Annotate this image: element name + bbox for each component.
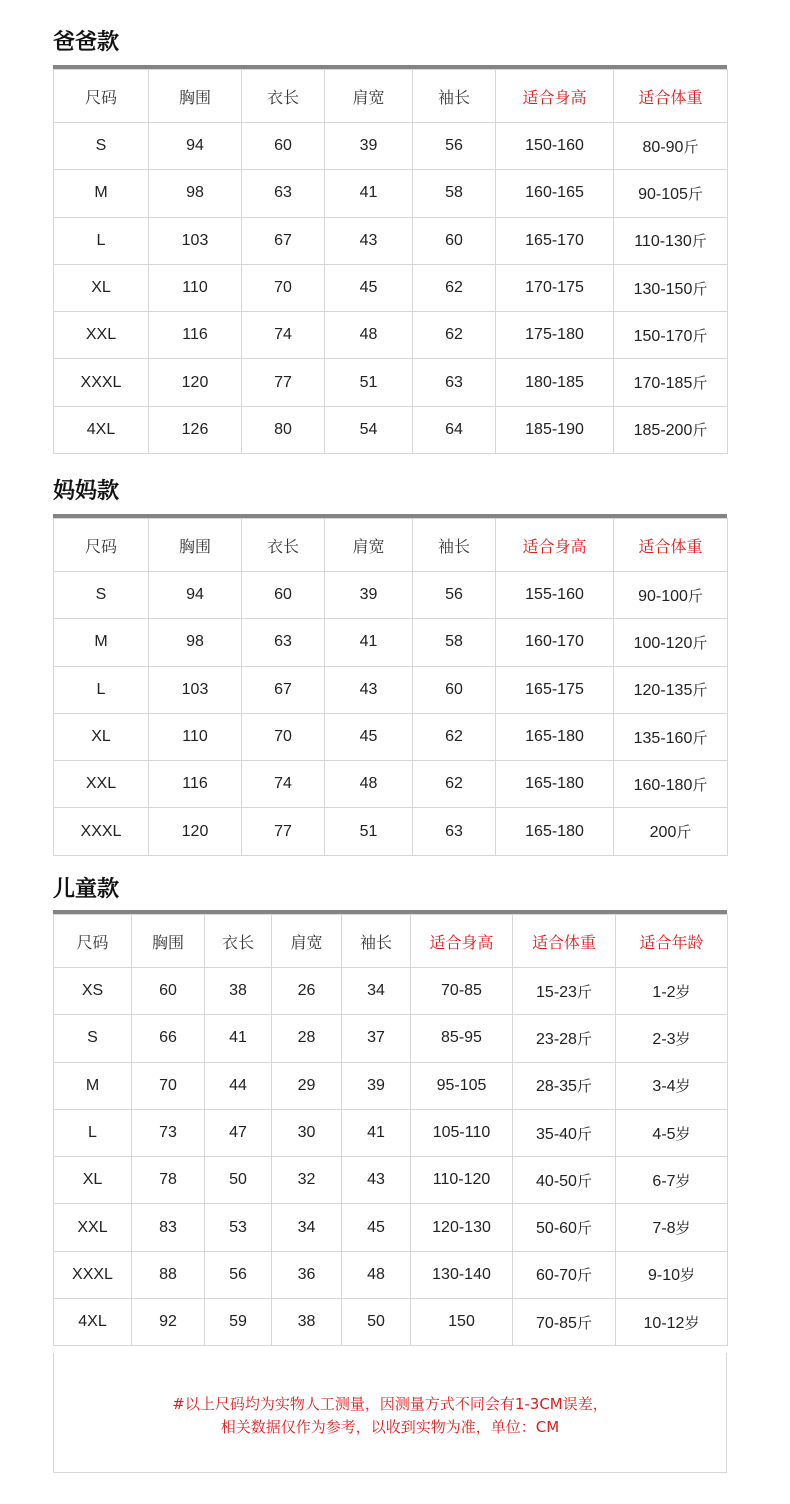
kids-table-row [54,968,728,1015]
kids-cell-unit: 岁 [680,1266,696,1285]
kids-table-cell: 56 [205,1251,272,1298]
kids-table-cell: 53 [205,1204,272,1251]
dad-table-cell: XXL [54,312,149,359]
mom-table-cell [614,666,728,713]
dad-table-cell: 48 [325,312,413,359]
kids-cell-value: 70-85 [536,1314,577,1332]
kids-table-cell: 41 [205,1015,272,1062]
mom-table-row [54,572,728,619]
kids-table-cell: 47 [205,1109,272,1156]
mom-table-cell: 165-175 [496,666,614,713]
mom-table-cell: 160-170 [496,619,614,666]
kids-cell-unit: 岁 [675,1077,691,1096]
kids-cell-unit: 岁 [675,1171,691,1190]
mom-table-cell: 56 [413,572,496,619]
dad-header-cell: 袖长 [413,70,496,123]
dad-header-cell: 胸围 [149,70,242,123]
kids-table-cell [513,1204,616,1251]
kids-table-cell: 28 [272,1015,342,1062]
kids-table-cell: 4XL [54,1299,132,1346]
dad-table-cell: 126 [149,406,242,453]
kids-cell-value: 50-60 [536,1220,577,1238]
kids-table-cell [513,1251,616,1298]
mom-header-row [54,519,728,572]
kids-table-cell: 150 [411,1299,513,1346]
kids-table-cell [616,1204,728,1251]
dad-cell-unit: 斤 [683,137,699,156]
kids-header-cell: 尺码 [54,915,132,968]
kids-table-cell: 120-130 [411,1204,513,1251]
mom-cell-value: 90-100 [638,587,688,605]
dad-table-cell: 80 [242,406,325,453]
kids-table-cell: 29 [272,1062,342,1109]
kids-table-cell [616,1062,728,1109]
kids-cell-unit: 斤 [576,982,592,1001]
dad-table-cell [614,217,728,264]
mom-table-cell: 39 [325,572,413,619]
kids-table-cell: 39 [342,1062,411,1109]
mom-table-row [54,619,728,666]
mom-table-cell: 70 [242,713,325,760]
dad-cell-unit: 斤 [692,279,708,298]
kids-table-cell: 78 [132,1157,205,1204]
dad-table-row [54,406,728,453]
kids-table-body [54,915,728,1346]
dad-table-row [54,312,728,359]
dad-table-row [54,217,728,264]
mom-table-cell: 62 [413,713,496,760]
kids-header-cell: 袖长 [342,915,411,968]
kids-header-cell: 衣长 [205,915,272,968]
dad-section-title: 爸爸款 [53,30,120,55]
kids-cell-unit: 岁 [675,982,691,1001]
mom-cell-unit: 斤 [692,775,708,794]
mom-table-cell: 165-180 [496,761,614,808]
dad-table-cell: 39 [325,123,413,170]
dad-table-cell: 62 [413,264,496,311]
dad-size-table [53,69,728,454]
kids-table-cell: M [54,1062,132,1109]
mom-table-row [54,761,728,808]
mom-table-cell: 165-180 [496,808,614,855]
kids-cell-value: 1-2 [652,983,676,1001]
mom-table-cell: S [54,572,149,619]
kids-cell-unit: 斤 [576,1171,592,1190]
dad-table-cell: 64 [413,406,496,453]
mom-table-cell: 165-180 [496,713,614,760]
dad-header-cell: 尺码 [54,70,149,123]
dad-cell-value: 110-130 [634,233,692,251]
kids-table-cell: 32 [272,1157,342,1204]
dad-cell-unit: 斤 [692,326,708,345]
kids-table-cell [513,1015,616,1062]
kids-table-cell: 59 [205,1299,272,1346]
mom-table-cell [614,808,728,855]
kids-table-cell: 30 [272,1109,342,1156]
kids-header-cell: 适合年龄 [616,915,728,968]
mom-table-cell: 98 [149,619,242,666]
dad-table-cell: 60 [413,217,496,264]
mom-table-cell: 116 [149,761,242,808]
mom-section-title: 妈妈款 [53,479,120,504]
dad-table-cell: 98 [149,170,242,217]
kids-table-cell [616,1157,728,1204]
kids-size-table [53,914,728,1346]
mom-header-cell: 肩宽 [325,519,413,572]
kids-table-cell [616,1299,728,1346]
dad-table-cell: 94 [149,123,242,170]
mom-table-cell: M [54,619,149,666]
kids-table-row [54,1204,728,1251]
kids-cell-unit: 岁 [675,1124,691,1143]
kids-table-cell: 37 [342,1015,411,1062]
kids-table-cell: 38 [205,968,272,1015]
dad-cell-value: 90-105 [638,185,688,203]
kids-table-cell [616,1109,728,1156]
kids-cell-value: 23-28 [536,1030,577,1048]
dad-cell-value: 130-150 [633,280,693,298]
kids-header-cell: 胸围 [132,915,205,968]
kids-cell-value: 40-50 [536,1172,577,1190]
kids-table-cell: 83 [132,1204,205,1251]
mom-table-cell: 60 [413,666,496,713]
kids-cell-value: 7-8 [652,1220,676,1238]
mom-table-cell: 45 [325,713,413,760]
kids-table-cell: 73 [132,1109,205,1156]
mom-table-cell: 103 [149,666,242,713]
dad-table-cell: 60 [242,123,325,170]
dad-table-cell: 62 [413,312,496,359]
dad-cell-value: 150-170 [633,327,693,345]
dad-header-cell: 衣长 [242,70,325,123]
kids-table-cell [513,1062,616,1109]
mom-table-cell: 63 [413,808,496,855]
mom-header-cell: 袖长 [413,519,496,572]
kids-cell-unit: 斤 [576,1266,592,1285]
kids-table-cell: 85-95 [411,1015,513,1062]
kids-table-cell: 130-140 [411,1251,513,1298]
kids-table-cell: 34 [342,968,411,1015]
mom-header-cell: 尺码 [54,519,149,572]
mom-table-cell: 51 [325,808,413,855]
dad-header-cell: 肩宽 [325,70,413,123]
mom-header-cell: 适合体重 [614,519,728,572]
dad-cell-unit: 斤 [692,374,708,393]
kids-table-row [54,1299,728,1346]
kids-table-cell: XXL [54,1204,132,1251]
dad-table-body [54,70,728,454]
mom-table-cell: 41 [325,619,413,666]
mom-cell-value: 200 [649,824,677,842]
dad-table-cell: 51 [325,359,413,406]
dad-header-cell: 适合体重 [614,70,728,123]
mom-table-cell: 63 [242,619,325,666]
measurement-note-line-1: #以上尺码均为实物人工测量，因测量方式不同会有1-3CM误差， [172,1395,608,1413]
mom-table-cell: 62 [413,761,496,808]
mom-cell-unit: 斤 [692,633,708,652]
dad-table-cell: 63 [242,170,325,217]
mom-table-cell: 67 [242,666,325,713]
dad-table-row [54,359,728,406]
measurement-note-line-2: 相关数据仅作为参考，以收到实物为准，单位：CM [220,1418,560,1436]
kids-section-title: 儿童款 [53,877,120,902]
kids-table-cell: 110-120 [411,1157,513,1204]
dad-table-cell: 41 [325,170,413,217]
kids-table-cell [616,1251,728,1298]
kids-table-row [54,1015,728,1062]
mom-table-cell: 120 [149,808,242,855]
mom-cell-value: 120-135 [633,682,693,700]
kids-table-cell [616,1015,728,1062]
kids-cell-value: 35-40 [536,1125,577,1143]
mom-table-cell: 74 [242,761,325,808]
kids-table-cell: 60 [132,968,205,1015]
kids-cell-unit: 岁 [684,1313,700,1332]
kids-table-cell: 105-110 [411,1109,513,1156]
dad-table-cell [614,359,728,406]
mom-table-cell: XXL [54,761,149,808]
dad-cell-unit: 斤 [687,184,703,203]
dad-table-cell: 180-185 [496,359,614,406]
kids-header-cell: 适合体重 [513,915,616,968]
mom-table-row [54,666,728,713]
kids-table-cell: XXXL [54,1251,132,1298]
mom-table-cell: 60 [242,572,325,619]
dad-table-cell: 110 [149,264,242,311]
mom-cell-value: 135-160 [633,729,693,747]
dad-cell-value: 80-90 [642,138,684,156]
mom-table-cell: 58 [413,619,496,666]
dad-table-row [54,264,728,311]
kids-table-cell: 50 [205,1157,272,1204]
kids-table-row [54,1251,728,1298]
kids-table-cell: L [54,1109,132,1156]
mom-table-cell: 110 [149,713,242,760]
dad-table-cell: 120 [149,359,242,406]
dad-table-cell: M [54,170,149,217]
dad-table-cell: 67 [242,217,325,264]
mom-table-cell: 94 [149,572,242,619]
dad-table-cell: 63 [413,359,496,406]
kids-cell-value: 2-3 [652,1030,676,1048]
kids-cell-unit: 斤 [576,1219,592,1238]
dad-cell-value: 170-185 [633,375,693,393]
kids-table-cell: 70-85 [411,968,513,1015]
dad-table-cell [614,406,728,453]
kids-cell-value: 4-5 [652,1125,676,1143]
kids-table-cell: 41 [342,1109,411,1156]
dad-table-cell: XL [54,264,149,311]
kids-table-cell: 92 [132,1299,205,1346]
kids-table-cell: 70 [132,1062,205,1109]
mom-table-row [54,808,728,855]
kids-table-cell: 66 [132,1015,205,1062]
kids-table-cell: 45 [342,1204,411,1251]
dad-table-cell [614,170,728,217]
kids-cell-unit: 岁 [675,1029,691,1048]
kids-table-cell: 34 [272,1204,342,1251]
kids-table-cell: 95-105 [411,1062,513,1109]
kids-cell-value: 9-10 [647,1267,680,1285]
dad-table-cell: 70 [242,264,325,311]
dad-table-row [54,123,728,170]
dad-table-cell: XXXL [54,359,149,406]
mom-cell-value: 100-120 [633,634,693,652]
dad-table-cell: 116 [149,312,242,359]
kids-cell-value: 3-4 [652,1078,676,1096]
kids-table-cell: 38 [272,1299,342,1346]
mom-size-table [53,518,728,856]
dad-table-cell: 103 [149,217,242,264]
kids-cell-value: 28-35 [536,1078,577,1096]
kids-table-cell: 88 [132,1251,205,1298]
measurement-note-box [53,1353,727,1473]
dad-header-cell: 适合身高 [496,70,614,123]
mom-table-row [54,713,728,760]
mom-header-cell: 衣长 [242,519,325,572]
mom-table-body [54,519,728,856]
kids-table-cell: XL [54,1157,132,1204]
dad-cell-unit: 斤 [692,421,708,440]
kids-table-cell: 48 [342,1251,411,1298]
mom-table-cell: L [54,666,149,713]
kids-header-cell: 肩宽 [272,915,342,968]
kids-cell-unit: 岁 [675,1219,691,1238]
dad-table-row [54,170,728,217]
kids-cell-unit: 斤 [576,1124,592,1143]
dad-table-cell: 175-180 [496,312,614,359]
dad-table-cell [614,123,728,170]
kids-table-cell [513,1109,616,1156]
kids-cell-unit: 斤 [576,1313,592,1332]
mom-table-cell: 43 [325,666,413,713]
dad-table-cell: 54 [325,406,413,453]
kids-table-cell: S [54,1015,132,1062]
kids-header-cell: 适合身高 [411,915,513,968]
kids-table-cell [616,968,728,1015]
kids-cell-value: 15-23 [536,983,577,1001]
dad-table-cell: 185-190 [496,406,614,453]
dad-cell-unit: 斤 [691,232,707,251]
mom-header-cell: 适合身高 [496,519,614,572]
mom-table-cell: 155-160 [496,572,614,619]
dad-table-cell: 74 [242,312,325,359]
dad-table-cell: L [54,217,149,264]
kids-table-cell: XS [54,968,132,1015]
dad-table-cell: 45 [325,264,413,311]
kids-table-cell [513,1157,616,1204]
mom-table-cell [614,713,728,760]
kids-cell-unit: 斤 [576,1077,592,1096]
kids-table-cell: 43 [342,1157,411,1204]
dad-table-cell: 77 [242,359,325,406]
kids-table-cell: 44 [205,1062,272,1109]
mom-table-cell [614,619,728,666]
mom-cell-unit: 斤 [692,728,708,747]
mom-cell-unit: 斤 [687,586,703,605]
dad-table-cell: 170-175 [496,264,614,311]
kids-table-row [54,1157,728,1204]
mom-table-cell: 77 [242,808,325,855]
mom-cell-unit: 斤 [692,681,708,700]
mom-table-cell: XL [54,713,149,760]
dad-header-row [54,70,728,123]
dad-table-cell: 56 [413,123,496,170]
dad-table-cell: 165-170 [496,217,614,264]
dad-table-cell: 160-165 [496,170,614,217]
kids-cell-value: 6-7 [652,1172,676,1190]
kids-cell-unit: 斤 [576,1029,592,1048]
mom-header-cell: 胸围 [149,519,242,572]
kids-cell-value: 10-12 [643,1314,685,1332]
dad-table-cell: 150-160 [496,123,614,170]
mom-table-cell [614,572,728,619]
mom-table-cell [614,761,728,808]
mom-table-cell: XXXL [54,808,149,855]
mom-cell-unit: 斤 [676,823,692,842]
kids-table-cell: 36 [272,1251,342,1298]
mom-table-cell: 48 [325,761,413,808]
dad-table-cell: 43 [325,217,413,264]
dad-table-cell: S [54,123,149,170]
kids-table-cell: 50 [342,1299,411,1346]
dad-table-cell: 58 [413,170,496,217]
kids-table-row [54,1062,728,1109]
mom-cell-value: 160-180 [633,776,693,794]
dad-table-cell [614,312,728,359]
kids-header-row [54,915,728,968]
kids-cell-value: 60-70 [536,1267,577,1285]
kids-table-row [54,1109,728,1156]
dad-table-cell [614,264,728,311]
kids-table-cell: 26 [272,968,342,1015]
dad-cell-value: 185-200 [633,422,693,440]
kids-table-cell [513,968,616,1015]
kids-table-cell [513,1299,616,1346]
dad-table-cell: 4XL [54,406,149,453]
